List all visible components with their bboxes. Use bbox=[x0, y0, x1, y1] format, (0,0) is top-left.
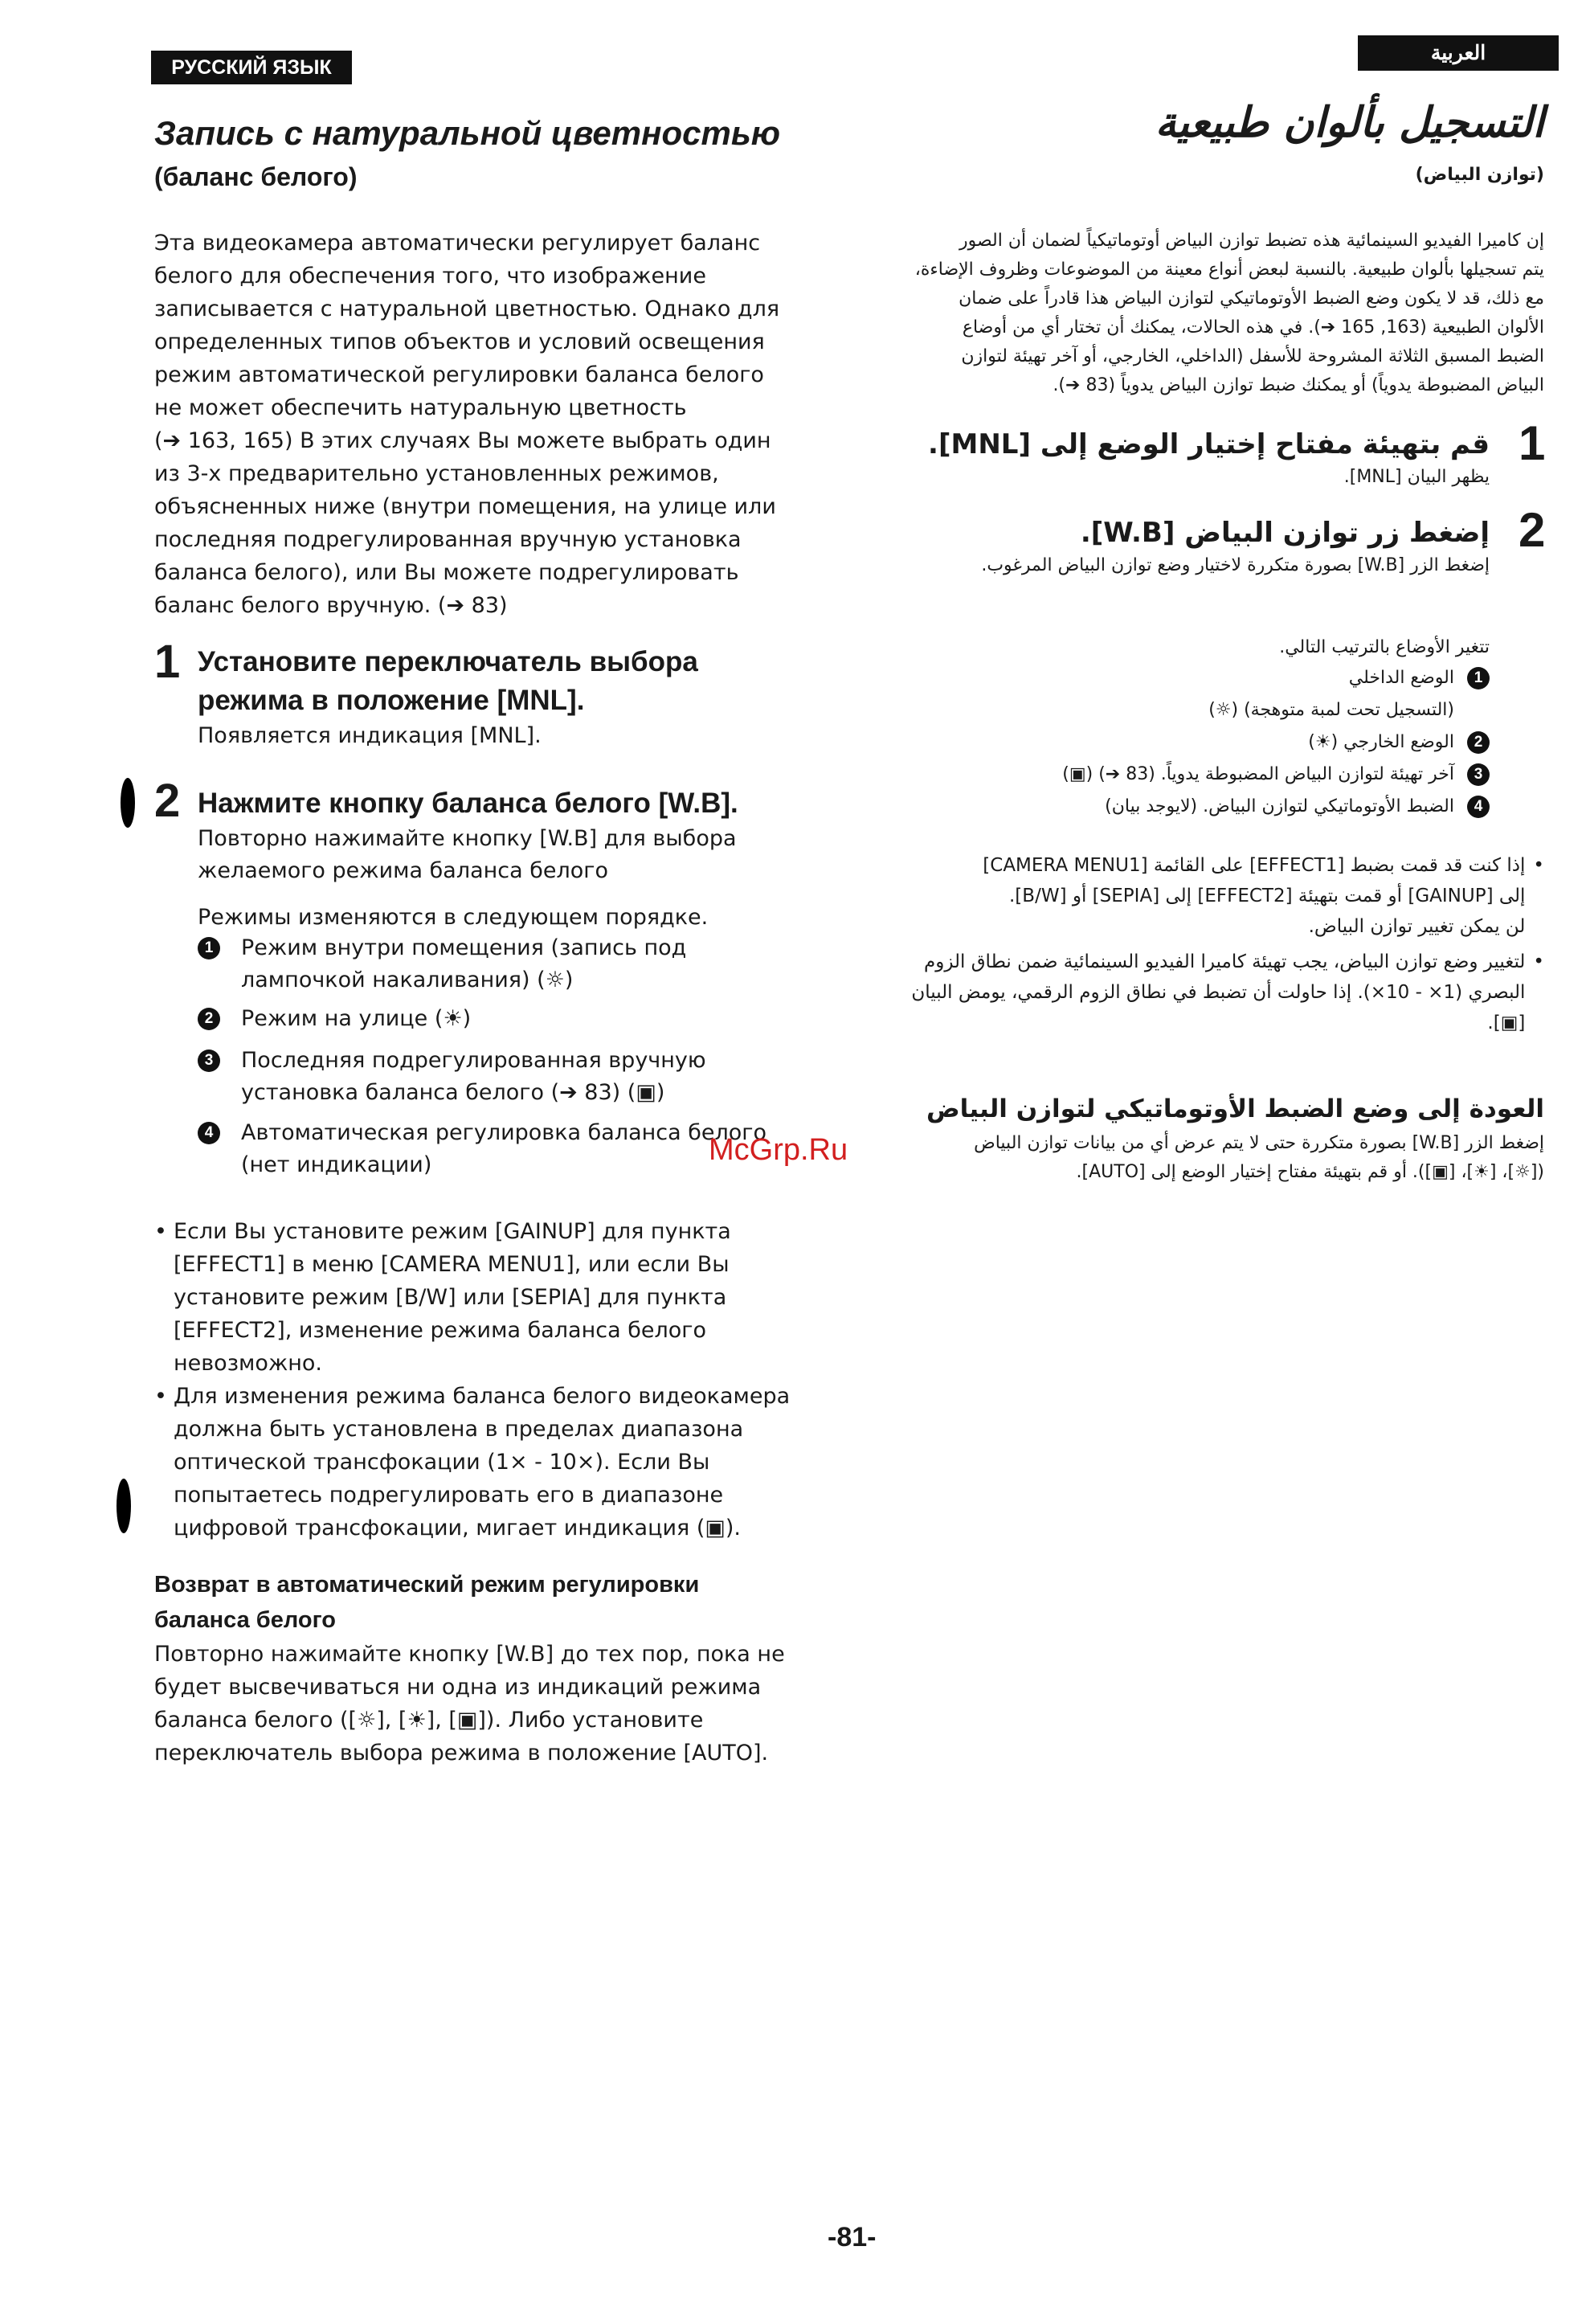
note-line: إذا كنت قد قمت بضبط [EFFECT1] على القائمة [CAMERA MENU1] bbox=[983, 855, 1526, 876]
arabic-step-2-title: إضغط زر توازن البياض [W.B]. bbox=[1080, 517, 1490, 549]
step-1-number: 1 bbox=[154, 636, 181, 688]
mode-text: Автоматическая регулировка баланса белого bbox=[241, 1120, 766, 1145]
mode-item bbox=[198, 1003, 840, 1035]
mode-text: الوضع الداخلي bbox=[1348, 668, 1454, 688]
intro-line: الضبط المسبق الثلاثة المشروحة للأسفل (الداخلي، الخارجي، أو آخر تهيئة لتوازن bbox=[961, 346, 1544, 366]
russian-intro bbox=[154, 227, 821, 622]
watermark: McGrp.Ru bbox=[709, 1133, 848, 1167]
arabic-intro bbox=[813, 227, 1544, 400]
intro-line: البياض المضبوطة يدوياً) أو يمكنك ضبط توازن البياض يدوياً (83 ➔). bbox=[1053, 375, 1544, 395]
mode-text: الوضع الخارجي (☀) bbox=[1308, 732, 1454, 752]
note-line: оптической трансфокации (1× - 10×). Если Вы bbox=[174, 1450, 710, 1475]
return-heading: баланса белого bbox=[154, 1607, 336, 1633]
return-text: баланса белого ([☼], [☀], [▣]). Либо установите bbox=[154, 1708, 704, 1733]
note-line: невозможно. bbox=[174, 1351, 323, 1376]
bullet-icon: • bbox=[1533, 951, 1544, 972]
mode-text: الضبط الأوتوماتيكي لتوازن البياض. (لايوجد بيان) bbox=[1105, 796, 1454, 816]
margin-mark bbox=[121, 778, 135, 828]
intro-line: баланс белого вручную. (➔ 83) bbox=[154, 593, 508, 618]
mode-item bbox=[198, 932, 840, 996]
arabic-step-2-number: 2 bbox=[1519, 503, 1546, 557]
step-2-number: 2 bbox=[154, 775, 181, 827]
margin-mark bbox=[116, 1479, 131, 1533]
arabic-step-1 bbox=[815, 426, 1490, 492]
intro-line: не может обеспечить натуральную цветность bbox=[154, 395, 687, 420]
intro-line: баланса белого), или Вы можете подрегулировать bbox=[154, 560, 739, 585]
return-heading: العودة إلى وضع الضبط الأوتوماتيكي لتوازن البياض bbox=[926, 1094, 1544, 1123]
mode-number: 4 bbox=[1467, 796, 1490, 818]
mode-text: Режим на улице (☀) bbox=[241, 1006, 472, 1031]
arabic-title: التسجيل بألوان طبيعية bbox=[1155, 98, 1544, 147]
mode-text: آخر تهيئة لتوازن البياض المضبوطة يدوياً. (83 ➔) (▣) bbox=[1062, 764, 1454, 784]
intro-line: последняя подрегулированная вручную установка bbox=[154, 527, 742, 552]
russian-return-section bbox=[154, 1567, 821, 1770]
mode-text: (التسجيل تحت لمبة متوهجة) (☼) bbox=[1208, 700, 1454, 720]
note-line: [▣]. bbox=[1487, 1013, 1526, 1033]
mode-item bbox=[911, 726, 1490, 759]
intro-line: (➔ 163, 165) В этих случаях Вы можете выбрать один bbox=[154, 428, 771, 453]
step-1-sub: Появляется индикация [MNL]. bbox=[198, 723, 542, 748]
arabic-step-1-title: قم بتهيئة مفتاح إختيار الوضع إلى [MNL]. bbox=[928, 428, 1490, 460]
mode-text: установка баланса белого (➔ 83) (▣) bbox=[241, 1080, 665, 1105]
russian-notes bbox=[154, 1215, 829, 1545]
mode-text: Режим внутри помещения (запись под bbox=[241, 935, 687, 960]
step-2-sub: Повторно нажимайте кнопку [W.B] для выбора bbox=[198, 826, 737, 851]
arabic-notes bbox=[821, 850, 1544, 1038]
bullet-icon: • bbox=[1533, 855, 1544, 876]
step-1 bbox=[198, 643, 824, 752]
return-text: переключатель выбора режима в положение [AUTO]. bbox=[154, 1741, 769, 1766]
return-text: ([☼]، [☀]، [▣]). أو قم بتهيئة مفتاح إختيار الوضع إلى [AUTO]. bbox=[1076, 1162, 1544, 1182]
russian-language-badge: РУССКИЙ ЯЗЫК bbox=[151, 51, 352, 84]
mode-text: (нет индикации) bbox=[241, 1152, 432, 1177]
bullet-icon: • bbox=[154, 1384, 167, 1409]
note-line: цифровой трансфокации, мигает индикация (▣). bbox=[174, 1516, 741, 1540]
arabic-return-section bbox=[813, 1089, 1544, 1187]
mode-number: 2 bbox=[1467, 731, 1490, 754]
arabic-subtitle: (توازن البياض) bbox=[1415, 165, 1544, 185]
page-number: -81- bbox=[828, 2222, 877, 2252]
mode-number: 4 bbox=[198, 1122, 220, 1144]
note-item bbox=[821, 947, 1544, 1038]
mode-item bbox=[911, 662, 1490, 694]
arabic-mode-list bbox=[911, 633, 1490, 823]
arabic-language-badge: العربية bbox=[1358, 35, 1559, 71]
step-1-title: режима в положение [MNL]. bbox=[198, 685, 585, 716]
note-line: إلى [GAINUP] أو قمت بتهيئة [EFFECT2] إلى [SEPIA] أو [B/W]. bbox=[1009, 886, 1526, 906]
intro-line: записывается с натуральной цветностью. Однако для bbox=[154, 297, 780, 321]
intro-line: белого для обеспечения того, что изображение bbox=[154, 264, 706, 288]
return-text: будет высвечиваться ни одна из индикаций режима bbox=[154, 1675, 762, 1700]
intro-line: режим автоматической регулировки баланса белого bbox=[154, 362, 764, 387]
step-2 bbox=[198, 784, 824, 934]
mode-number: 1 bbox=[198, 937, 220, 959]
mode-number: 1 bbox=[1467, 667, 1490, 689]
mode-item bbox=[911, 759, 1490, 791]
modes-intro: Режимы изменяются в следующем порядке. bbox=[198, 905, 709, 930]
note-line: [EFFECT2], изменение режима баланса белого bbox=[174, 1318, 706, 1343]
mode-item bbox=[911, 694, 1490, 726]
intro-line: يتم تسجيلها بألوان طبيعية. بالنسبة لبعض أنواع معينة من الموضوعات وظروف الإضاءة، bbox=[914, 260, 1544, 280]
arabic-step-1-number: 1 bbox=[1519, 416, 1546, 470]
note-line: البصري (1× - 10×). إذا حاولت أن تضبط في نطاق الزوم الرقمي، يومض البيان bbox=[911, 982, 1526, 1003]
return-text: إضغط الزر [W.B] بصورة متكررة حتى لا يتم عرض أي من بيانات توازن البياض bbox=[974, 1133, 1544, 1153]
intro-line: из 3-х предварительно установленных режимов, bbox=[154, 461, 719, 486]
return-text: Повторно нажимайте кнопку [W.B] до тех пор, пока не bbox=[154, 1642, 785, 1667]
step-2-sub: желаемого режима баланса белого bbox=[198, 858, 609, 883]
russian-subtitle: (баланс белого) bbox=[154, 162, 358, 191]
note-line: لتغيير وضع توازن البياض، يجب تهيئة كاميرا الفيديو السينمائية ضمن نطاق الزوم bbox=[923, 951, 1526, 972]
return-heading: Возврат в автоматический режим регулировки bbox=[154, 1572, 700, 1598]
note-line: попытаетесь подрегулировать его в диапазоне bbox=[174, 1483, 724, 1508]
mode-item bbox=[198, 1045, 840, 1109]
mode-text: Последняя подрегулированная вручную bbox=[241, 1048, 706, 1073]
arabic-step-1-sub: يظهر البيان [MNL]. bbox=[1343, 467, 1490, 487]
arabic-step-2-sub: إضغط الزر [W.B] بصورة متكررة لاختيار وضع توازن البياض المرغوب. bbox=[981, 555, 1490, 575]
note-line: установите режим [B/W] или [SEPIA] для пункта bbox=[174, 1285, 727, 1310]
note-item bbox=[154, 1380, 829, 1545]
note-line: должна быть установлена в пределах диапазона bbox=[174, 1417, 744, 1442]
note-item bbox=[821, 850, 1544, 942]
arabic-modes-intro: تتغير الأوضاع بالترتيب التالي. bbox=[1279, 637, 1490, 657]
russian-title: Запись с натуральной цветностью bbox=[154, 114, 781, 152]
mode-number: 3 bbox=[1467, 763, 1490, 786]
step-1-title: Установите переключатель выбора bbox=[198, 646, 698, 677]
intro-line: определенных типов объектов и условий освещения bbox=[154, 329, 765, 354]
arabic-step-2 bbox=[815, 514, 1490, 580]
note-line: Для изменения режима баланса белого видеокамера bbox=[174, 1384, 791, 1409]
mode-text: лампочкой накаливания) (☼) bbox=[241, 968, 574, 992]
note-line: Если Вы установите режим [GAINUP] для пункта bbox=[174, 1219, 731, 1244]
mode-number: 3 bbox=[198, 1049, 220, 1072]
note-line: [EFFECT1] в меню [CAMERA MENU1], или если Вы bbox=[174, 1252, 730, 1277]
step-2-title: Нажмите кнопку баланса белого [W.B]. bbox=[198, 788, 738, 819]
intro-line: إن كاميرا الفيديو السينمائية هذه تضبط توازن البياض أوتوماتيكياً لضمان أن الصور bbox=[959, 231, 1544, 251]
note-line: لن يمكن تغيير توازن البياض. bbox=[1308, 916, 1526, 937]
mode-number: 2 bbox=[198, 1008, 220, 1030]
intro-line: الألوان الطبيعية (163, 165 ➔). في هذه الحالات، يمكنك أن تختار أي من أوضاع bbox=[962, 317, 1544, 338]
intro-line: Эта видеокамера автоматически регулирует баланс bbox=[154, 231, 761, 256]
intro-line: مع ذلك، قد لا يكون وضع الضبط الأوتوماتيكي لتوازن البياض هذا قادراً على ضمان bbox=[959, 288, 1544, 309]
note-item bbox=[154, 1215, 829, 1380]
intro-line: объясненных ниже (внутри помещения, на улице или bbox=[154, 494, 776, 519]
mode-item bbox=[911, 791, 1490, 823]
bullet-icon: • bbox=[154, 1219, 167, 1244]
